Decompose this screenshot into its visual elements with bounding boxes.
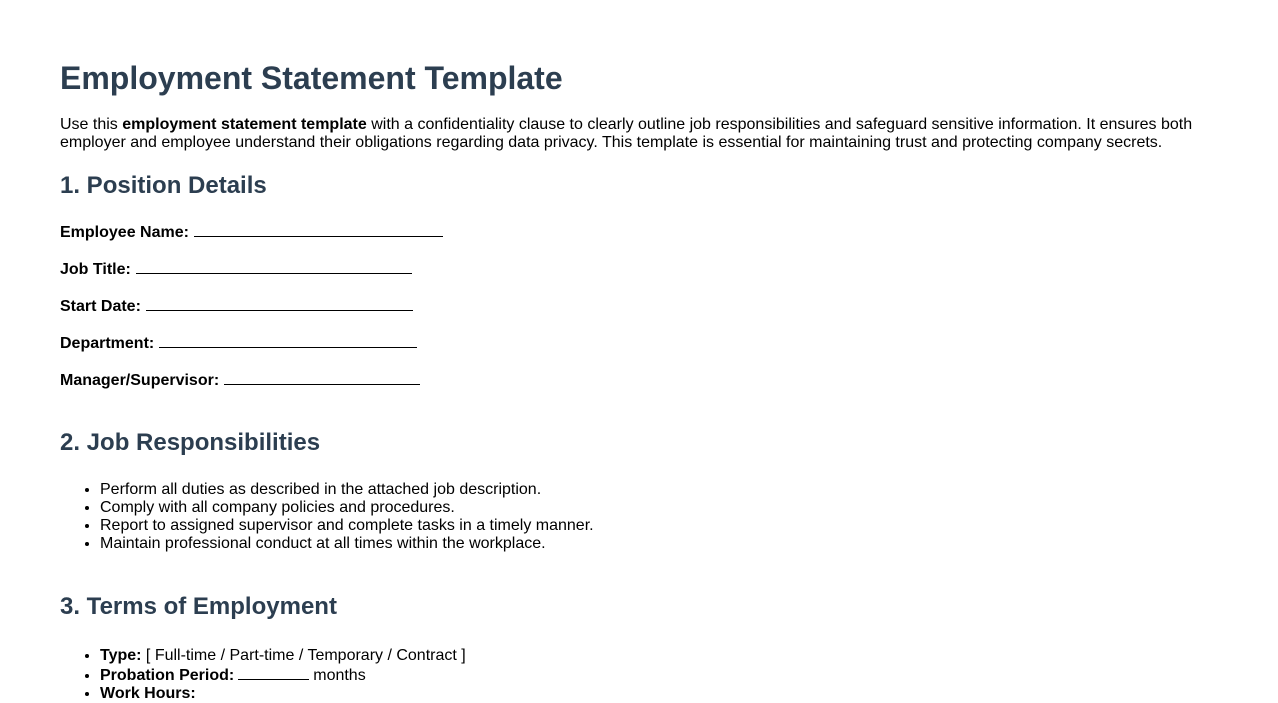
list-item: • Report to assigned supervisor and complete tasks in a timely manner. — [100, 517, 1218, 535]
responsibilities-list — [60, 481, 1218, 553]
intro-suffix: with a confidentiality clause to clearly outline job responsibilities and safeguard sensitive information. It ensures both employer and employee understand their obligations regarding data privacy. This template is essential for maintaining trust and protecting company secrets. — [60, 116, 1193, 151]
term-blank-line[interactable] — [238, 665, 309, 680]
field-blank-line[interactable] — [224, 368, 420, 385]
intro-prefix: Use this — [60, 116, 123, 133]
term-value: months — [313, 667, 366, 684]
list-item: • Comply with all company policies and procedures. — [100, 499, 1218, 517]
list-item: • Perform all duties as described in the attached job description. — [100, 481, 1218, 499]
field-blank-line[interactable] — [159, 331, 417, 348]
terms-list — [60, 647, 1218, 703]
field-label: Manager/Supervisor: — [60, 372, 220, 389]
list-item — [100, 685, 1218, 703]
intro-bold: employment statement template — [122, 116, 367, 133]
section-heading-terms: 3. Terms of Employment — [60, 593, 337, 620]
list-item — [100, 665, 1218, 685]
intro-paragraph — [60, 116, 1210, 152]
field-label: Department: — [60, 335, 155, 352]
field-start-date — [60, 294, 1218, 317]
field-label: Employee Name: — [60, 224, 189, 241]
list-item: • Maintain professional conduct at all times within the workplace. — [100, 535, 1218, 553]
field-blank-line[interactable] — [136, 257, 412, 274]
term-label: Probation Period: — [100, 667, 235, 684]
page-title: Employment Statement Template — [60, 60, 563, 96]
field-department — [60, 331, 1218, 354]
field-blank-line[interactable] — [146, 294, 413, 311]
term-label: Work Hours: — [100, 685, 196, 702]
term-label: Type: — [100, 647, 142, 664]
section-heading-responsibilities: 2. Job Responsibilities — [60, 429, 321, 456]
section-heading-position: 1. Position Details — [60, 172, 267, 199]
field-label: Job Title: — [60, 261, 131, 278]
field-blank-line[interactable] — [194, 220, 443, 237]
field-manager — [60, 368, 1218, 391]
field-label: Start Date: — [60, 298, 141, 315]
field-job-title — [60, 257, 1218, 280]
term-value: [ Full-time / Part-time / Temporary / Contract ] — [141, 647, 466, 664]
field-employee-name — [60, 220, 1218, 243]
position-fields — [60, 220, 1218, 391]
